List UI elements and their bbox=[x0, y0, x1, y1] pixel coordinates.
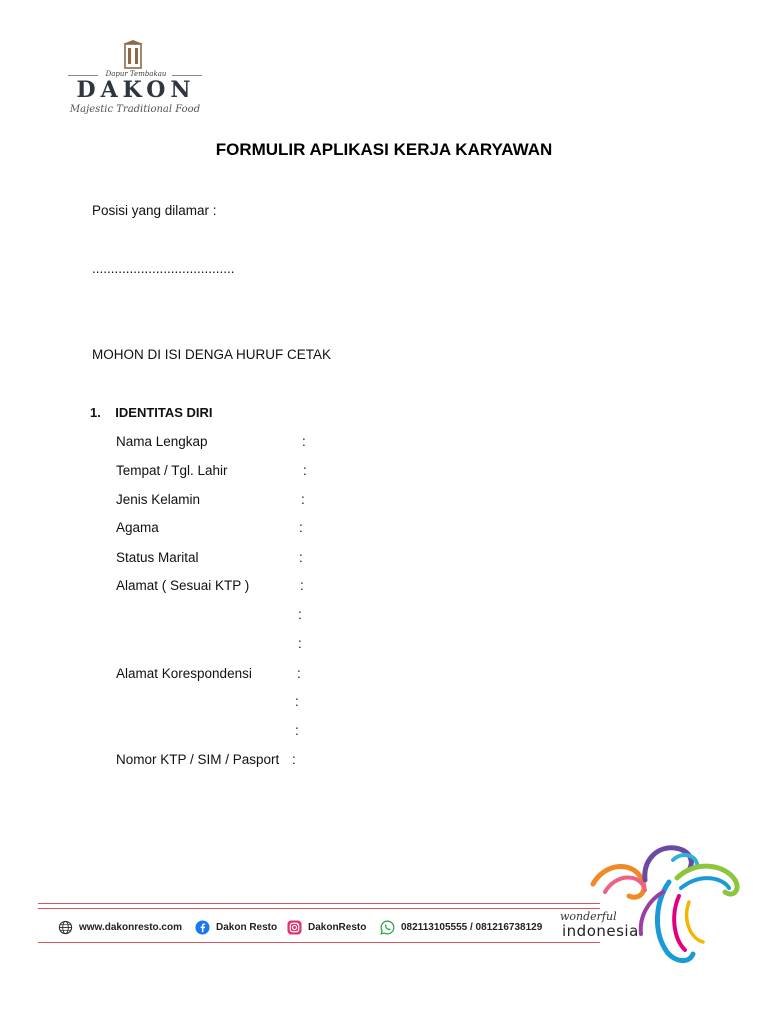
facebook-icon bbox=[195, 920, 210, 935]
section-identitas-diri: 1. IDENTITAS DIRI bbox=[90, 405, 213, 420]
logo-divider-right bbox=[172, 75, 202, 76]
footer-line-bottom bbox=[38, 942, 600, 943]
field-colon-agama: : bbox=[299, 520, 303, 535]
logo-tagline: Majestic Traditional Food bbox=[69, 104, 201, 115]
footer-whatsapp-text: 082113105555 / 081216738129 bbox=[401, 922, 543, 933]
footer-website-text: www.dakonresto.com bbox=[79, 922, 182, 933]
field-label-jenis-kelamin: Jenis Kelamin bbox=[116, 492, 201, 507]
building-emblem-icon bbox=[118, 40, 148, 70]
footer-website bbox=[58, 920, 182, 935]
logo-main-text: DAKON bbox=[76, 77, 196, 103]
globe-icon bbox=[58, 920, 73, 935]
whatsapp-icon bbox=[380, 920, 395, 935]
wonderful-indonesia-swirl-icon bbox=[585, 842, 745, 967]
footer-facebook bbox=[195, 920, 277, 935]
field-label-nomor-ktp: Nomor KTP / SIM / Pasport bbox=[116, 752, 280, 767]
field-colon-alamat-korespondensi-2: : bbox=[295, 694, 299, 709]
footer-line-top bbox=[38, 903, 600, 904]
position-blank: ...................................... bbox=[92, 261, 235, 276]
instagram-icon bbox=[287, 920, 302, 935]
position-label: Posisi yang dilamar : bbox=[92, 203, 217, 218]
field-label-tempat-lahir: Tempat / Tgl. Lahir bbox=[116, 463, 228, 478]
field-colon-alamat-ktp-3: : bbox=[298, 636, 302, 651]
logo-divider-left bbox=[68, 75, 98, 76]
logo-small-text: Dapur Tembakau bbox=[105, 70, 167, 78]
field-label-alamat-korespondensi: Alamat Korespondensi bbox=[116, 666, 252, 681]
field-colon-jenis-kelamin: : bbox=[301, 492, 305, 507]
wonderful-text: wonderful bbox=[560, 910, 617, 923]
footer-whatsapp bbox=[380, 920, 542, 935]
footer-line-middle bbox=[38, 908, 600, 909]
field-colon-alamat-ktp: : bbox=[300, 578, 304, 593]
field-label-alamat-ktp: Alamat ( Sesuai KTP ) bbox=[116, 578, 250, 593]
field-colon-alamat-ktp-2: : bbox=[298, 607, 302, 622]
footer-instagram-text: DakonResto bbox=[308, 922, 367, 933]
field-colon-alamat-korespondensi-3: : bbox=[295, 723, 299, 738]
instruction-text: MOHON DI ISI DENGA HURUF CETAK bbox=[92, 347, 332, 362]
field-label-agama: Agama bbox=[116, 520, 159, 535]
dakon-logo bbox=[60, 40, 210, 122]
field-colon-nomor-ktp: : bbox=[292, 752, 296, 767]
indonesia-text: indonesia bbox=[562, 922, 639, 940]
field-label-nama: Nama Lengkap bbox=[116, 434, 208, 449]
field-colon-nama: : bbox=[302, 434, 306, 449]
field-colon-status-marital: : bbox=[299, 550, 303, 565]
field-label-status-marital: Status Marital bbox=[116, 550, 199, 565]
footer-instagram bbox=[287, 920, 366, 935]
field-colon-tempat-lahir: : bbox=[303, 463, 307, 478]
field-colon-alamat-korespondensi: : bbox=[297, 666, 301, 681]
form-title: FORMULIR APLIKASI KERJA KARYAWAN bbox=[215, 140, 553, 159]
footer-facebook-text: Dakon Resto bbox=[216, 922, 278, 933]
